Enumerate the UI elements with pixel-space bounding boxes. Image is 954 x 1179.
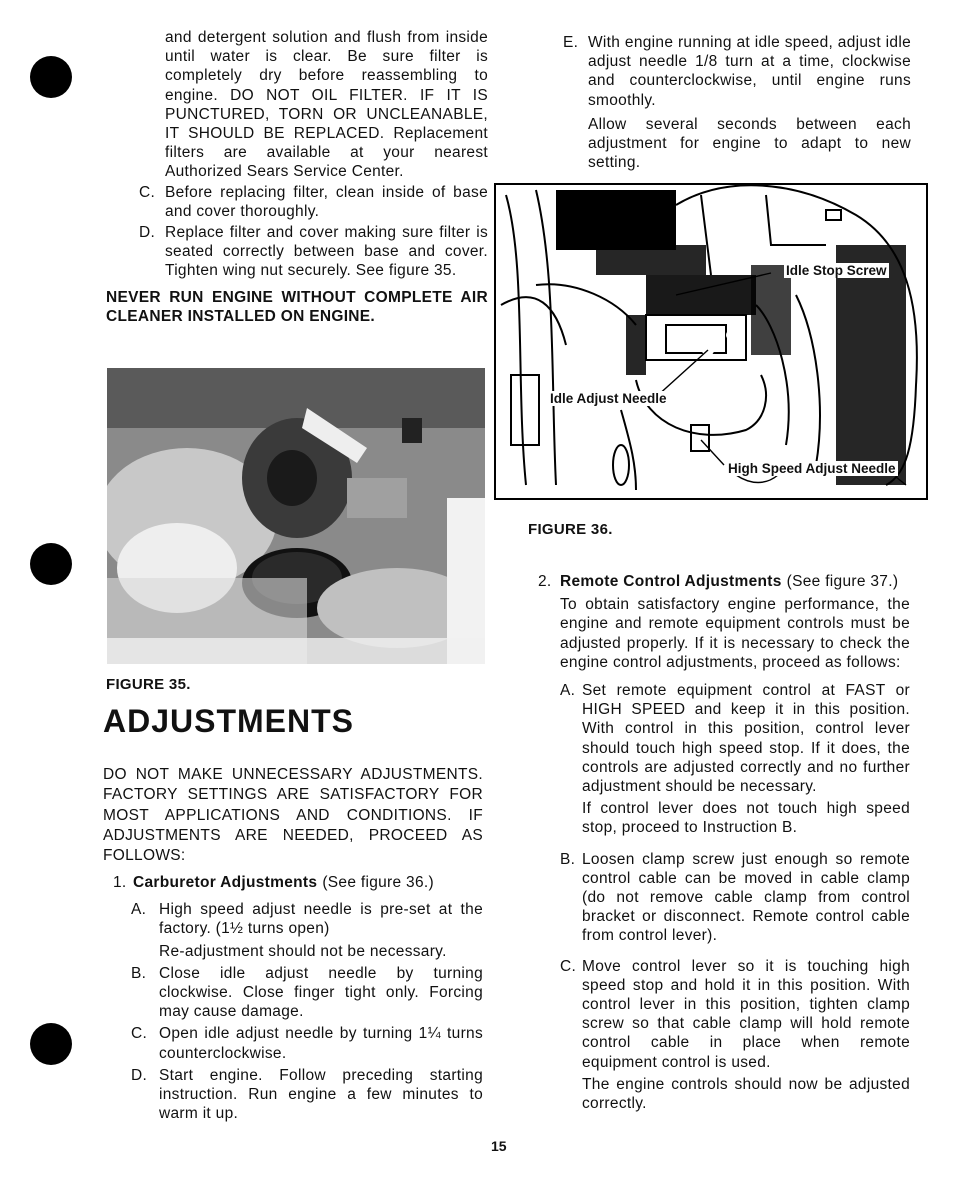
figure-35-caption: FIGURE 35. — [106, 676, 191, 693]
page-number: 15 — [491, 1138, 507, 1154]
item-1-step-d-text: Start engine. Follow preceding starting instruction. Run engine a few minutes to warm it up. — [159, 1066, 483, 1123]
step-e-label: E. — [563, 34, 579, 51]
item-1-steps — [131, 900, 483, 1123]
adjustments-intro-text: DO NOT MAKE UNNECESSARY ADJUSTMENTS. FACTORY SETTINGS ARE SATISFACTORY FOR MOST APPLICATIONS AND CONDITIONS. IF ADJUSTMENTS ARE NEEDED, PROCEED AS FOLLOWS: — [103, 766, 483, 865]
binder-hole-middle — [30, 543, 72, 585]
item-2-step-c-note: The engine controls should now be adjusted correctly. — [582, 1075, 910, 1113]
item-2-step-b-text: Loosen clamp screw just enough so remote control cable can be moved in cable clamp (do not remove cable clamp from control bracket or disconnect. Remote control cable from control lever). — [582, 850, 910, 945]
adjustments-intro — [103, 765, 483, 866]
item-2-step-c-text: Move control lever so it is touching high speed stop and hold it in this position. With control lever in this position, tighten clamp screw so that cable clamp will hold remote control cable in place when remote equipment control is used. — [582, 957, 910, 1071]
idle-adjust-needle-callout: Idle Adjust Needle — [550, 391, 667, 406]
step-d-label: D. — [139, 224, 156, 242]
item-1-step-d-label: D. — [131, 1066, 148, 1084]
step-c — [139, 183, 488, 221]
item-1-step-a-note: Re-adjustment should not be necessary. — [159, 942, 447, 960]
step-c-label: C. — [139, 183, 156, 201]
item-2-step-a-text: Set remote equipment control at FAST or HIGH SPEED and keep it in this position. With control in this position, control lever should touch high speed stop. If it does, the controls are adjusted correctly and no further adjustment should be necessary. — [582, 682, 910, 796]
item-2-title: Remote Control Adjustments — [560, 573, 782, 590]
adjustments-title: ADJUSTMENTS — [103, 703, 355, 739]
item-1-step-a-text: High speed adjust needle is pre-set at the factory. (1½ turns open) — [159, 901, 483, 938]
item-1-step-a — [131, 900, 483, 938]
item-1-step-c-text: Open idle adjust needle by turning 1¼ turns counterclockwise. — [159, 1025, 483, 1062]
item-2-step-b — [560, 850, 910, 946]
step-e — [563, 33, 911, 110]
item-1-step-c — [131, 1024, 483, 1062]
item-2-step-a-note: If control lever does not touch high speed stop, proceed to Instruction B. — [582, 800, 910, 837]
item-1-number: 1. — [113, 874, 127, 891]
item-1-title: Carburetor Adjustments — [133, 874, 318, 891]
item-1-ref: (See figure 36.) — [322, 874, 434, 891]
item-2-step-c-label: C. — [560, 957, 577, 975]
item-1-step-a-label: A. — [131, 901, 147, 919]
figure-36-diagram — [494, 183, 928, 500]
item-2-ref: (See figure 37.) — [786, 573, 899, 590]
binder-hole-bottom — [30, 1023, 72, 1065]
item-2-intro: To obtain satisfactory engine performance, the engine and remote equipment controls must be adjusted properly. If it is necessary to check the engine control adjustments, proceed as follows: — [560, 596, 910, 671]
item-1-step-b-label: B. — [131, 964, 147, 982]
left-column-top — [106, 28, 488, 326]
item-2-body — [560, 595, 910, 1113]
item-2-step-b-label: B. — [560, 850, 576, 868]
item-1-heading — [113, 873, 483, 892]
item-1-step-d — [131, 1066, 483, 1124]
item-2-step-a — [560, 681, 910, 796]
step-e-text: With engine running at idle speed, adjust idle adjust needle 1/8 turn at a time, clockwise and counterclockwise, until engine runs smoothly. — [588, 34, 911, 109]
idle-stop-screw-callout: Idle Stop Screw — [786, 263, 887, 278]
right-column-top — [563, 33, 911, 172]
binder-hole-top — [30, 56, 72, 98]
item-2-heading — [538, 572, 910, 591]
item-1-step-b-text: Close idle adjust needle by turning clockwise. Close finger tight only. Forcing may cause damage. — [159, 964, 483, 1021]
figure-35-photo — [107, 368, 485, 664]
item-2-step-c — [560, 957, 910, 1072]
item-1-step-c-label: C. — [131, 1025, 148, 1043]
carburetor-illustration — [496, 185, 926, 498]
high-speed-adjust-needle-callout: High Speed Adjust Needle — [728, 461, 896, 476]
step-c-text: Before replacing filter, clean inside of base and cover thoroughly. — [165, 183, 488, 220]
figure-36-caption: FIGURE 36. — [528, 521, 613, 538]
intro-paragraph: and detergent solution and flush from inside until water is clear. Be sure filter is completely dry before reassembling to engine. DO NOT OIL FILTER. IF IT IS PUNCTURED, TORN OR UNCLEANABLE, IT SHOULD BE REPLACED. Replacement filters are available at your nearest Authorized Sears Service Center. — [165, 29, 488, 181]
step-d-text: Replace filter and cover making sure filter is seated correctly between base and cover. Tighten wing nut securely. See figure 35. — [165, 224, 488, 280]
carburetor-adjustments-section — [103, 873, 483, 1123]
step-d — [139, 223, 488, 281]
item-1-step-b — [131, 964, 483, 1022]
item-2-number: 2. — [538, 573, 552, 590]
remote-control-section — [538, 572, 910, 1113]
step-e-note: Allow several seconds between each adjustment for engine to adapt to new setting. — [588, 115, 911, 172]
item-2-step-a-label: A. — [560, 682, 576, 700]
air-cleaner-photo-illustration — [107, 368, 485, 664]
air-cleaner-warning: NEVER RUN ENGINE WITHOUT COMPLETE AIR CLEANER INSTALLED ON ENGINE. — [106, 288, 488, 325]
